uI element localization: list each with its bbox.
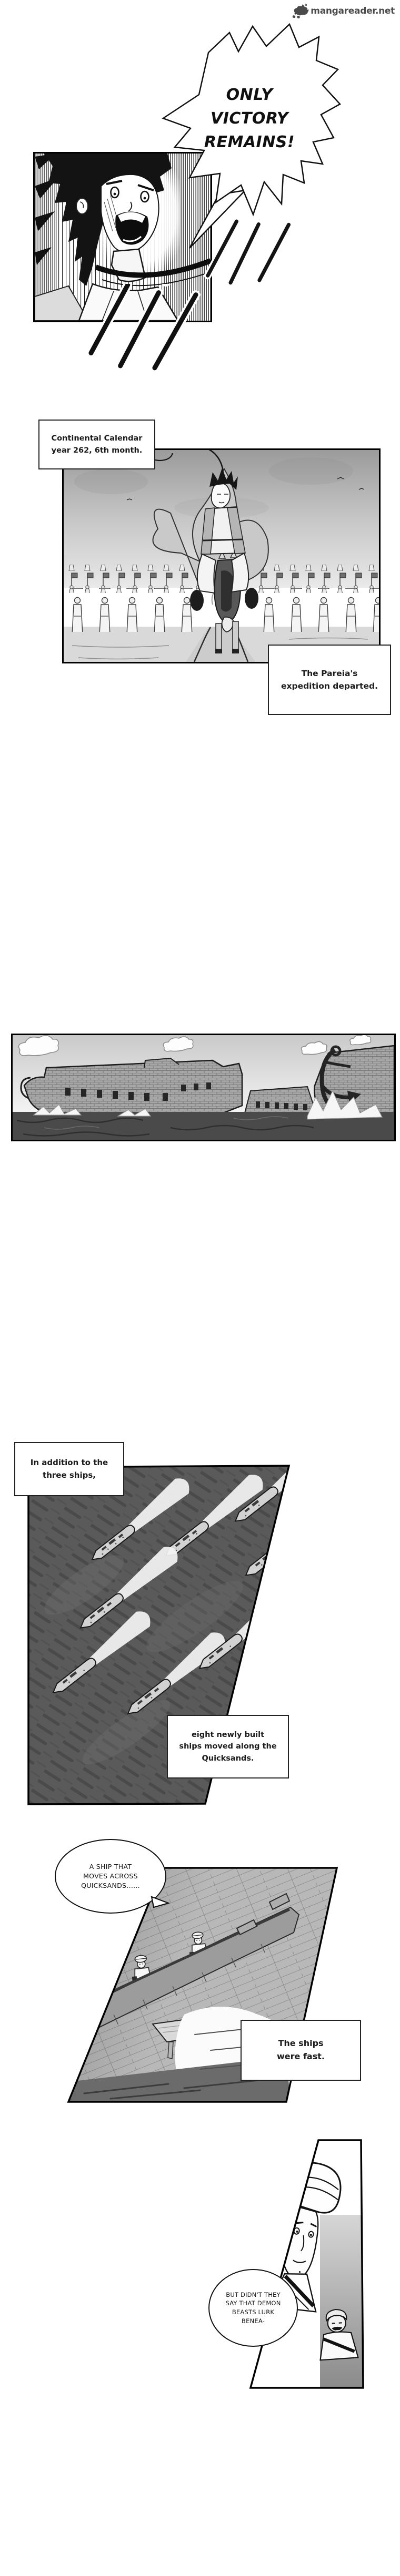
speech-bubble-victory xyxy=(157,21,342,252)
bubble-tail xyxy=(151,1895,169,1909)
stone-ships-art xyxy=(13,1035,394,1140)
panel-stone-ships xyxy=(11,1034,396,1141)
caption-eight-ships: eight newly built ships moved along the Quicksands. xyxy=(167,1715,289,1778)
sfx-clang-bottom xyxy=(67,284,202,397)
speech-bubble-demon-beasts: BUT DIDN'T THEY SAY THAT DEMON BEASTS LURK BENEA- xyxy=(208,2269,298,2347)
turbaned-men-art xyxy=(246,2136,368,2393)
caption-calendar: Continental Calendar year 262, 6th month. xyxy=(38,420,155,469)
caption-expedition: The Pareia's expedition departed. xyxy=(268,645,391,715)
panel-turbaned-men xyxy=(246,2136,368,2393)
caption-ships-fast: The ships were fast. xyxy=(241,2020,361,2081)
caption-three-ships: In addition to the three ships, xyxy=(14,1442,124,1496)
expedition-art xyxy=(64,450,379,662)
speech-bubble-quicksand-ship: A SHIP THAT MOVES ACROSS QUICKSANDS...... xyxy=(55,1839,166,1914)
panel-expedition-departure xyxy=(62,448,381,663)
speech-bubble-victory-text: ONLY VICTORY REMAINS! xyxy=(204,86,295,151)
site-logo-text: mangareader.net xyxy=(311,6,395,16)
